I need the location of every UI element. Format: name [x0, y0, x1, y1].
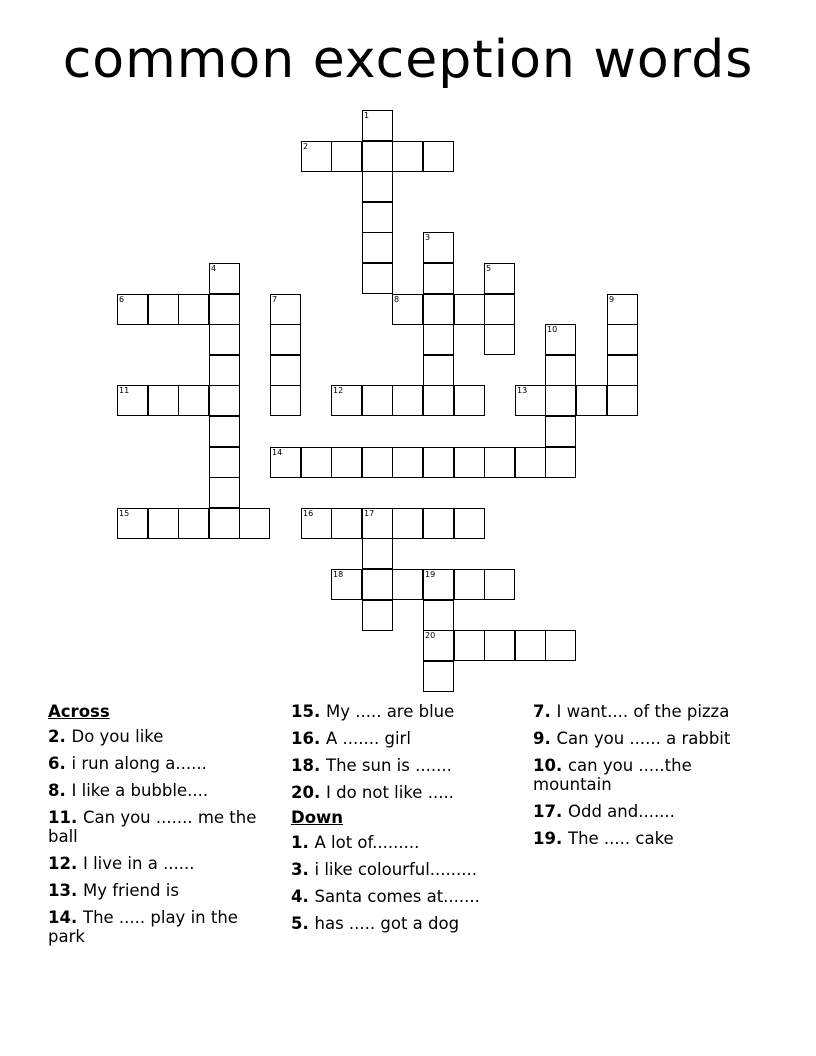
- crossword-cell[interactable]: [239, 508, 270, 539]
- crossword-cell[interactable]: [392, 141, 423, 172]
- cell-number: 10: [547, 325, 558, 334]
- crossword-cell[interactable]: [301, 447, 332, 478]
- crossword-cell[interactable]: [362, 538, 393, 569]
- crossword-cell[interactable]: [117, 508, 148, 539]
- clue-text: My ..... are blue: [325, 702, 455, 721]
- clue-text: I live in a ......: [82, 854, 195, 873]
- crossword-cell[interactable]: [607, 324, 638, 355]
- crossword-cell[interactable]: [515, 630, 546, 661]
- clues-column-3: [533, 702, 733, 856]
- clue-text: i like colourful.........: [314, 860, 478, 879]
- cell-number: 1: [364, 111, 370, 120]
- clue-number: 6.: [48, 754, 72, 773]
- cell-number: 12: [333, 386, 344, 395]
- cell-number: 9: [609, 295, 615, 304]
- crossword-cell[interactable]: [362, 600, 393, 631]
- crossword-cell[interactable]: [423, 141, 454, 172]
- crossword-cell[interactable]: [331, 141, 362, 172]
- crossword-cell[interactable]: [209, 447, 240, 478]
- crossword-cell[interactable]: [484, 263, 515, 294]
- crossword-cell[interactable]: [362, 569, 393, 600]
- crossword-cell[interactable]: [423, 661, 454, 692]
- clue-text: The ..... cake: [567, 829, 674, 848]
- crossword-cell[interactable]: [362, 141, 393, 172]
- cell-number: 4: [211, 264, 217, 273]
- clue-number: 1.: [291, 833, 315, 852]
- crossword-cell[interactable]: [454, 569, 485, 600]
- crossword-cell[interactable]: [148, 385, 179, 416]
- clue-text: has ..... got a dog: [314, 914, 460, 933]
- crossword-cell[interactable]: [392, 569, 423, 600]
- clue-item: [291, 887, 519, 906]
- crossword-cell[interactable]: [362, 263, 393, 294]
- clue-number: 19.: [533, 829, 568, 848]
- clue-text: A lot of.........: [314, 833, 420, 852]
- cell-number: 5: [486, 264, 492, 273]
- crossword-cell[interactable]: [423, 385, 454, 416]
- crossword-cell[interactable]: [607, 294, 638, 325]
- clue-number: 3.: [291, 860, 315, 879]
- crossword-cell[interactable]: [209, 263, 240, 294]
- clue-item: [533, 702, 733, 721]
- crossword-cell[interactable]: [545, 447, 576, 478]
- clues-column-1: [48, 702, 276, 954]
- clue-number: 17.: [533, 802, 568, 821]
- crossword-cell[interactable]: [270, 324, 301, 355]
- crossword-cell[interactable]: [331, 385, 362, 416]
- crossword-cell[interactable]: [209, 324, 240, 355]
- crossword-cell[interactable]: [362, 232, 393, 263]
- crossword-cell[interactable]: [454, 385, 485, 416]
- cell-number: 17: [364, 509, 375, 518]
- crossword-cell[interactable]: [392, 508, 423, 539]
- crossword-cell[interactable]: [423, 600, 454, 631]
- clue-number: 16.: [291, 729, 326, 748]
- clue-item: [48, 781, 276, 800]
- crossword-cell[interactable]: [423, 232, 454, 263]
- clue-item: [48, 754, 276, 773]
- crossword-cell[interactable]: [301, 141, 332, 172]
- clue-item: [48, 808, 276, 846]
- crossword-cell[interactable]: [515, 447, 546, 478]
- cell-number: 6: [119, 295, 125, 304]
- clue-item: [533, 802, 733, 821]
- crossword-cell[interactable]: [423, 324, 454, 355]
- crossword-cell[interactable]: [423, 355, 454, 386]
- crossword-cell[interactable]: [392, 447, 423, 478]
- crossword-cell[interactable]: [515, 385, 546, 416]
- clue-item: [291, 783, 519, 802]
- clue-number: 11.: [48, 808, 83, 827]
- crossword-cell[interactable]: [423, 263, 454, 294]
- clue-number: 8.: [48, 781, 72, 800]
- clue-list-across-2: [291, 702, 519, 802]
- clue-number: 9.: [533, 729, 557, 748]
- cell-number: 19: [425, 570, 436, 579]
- crossword-cell[interactable]: [484, 569, 515, 600]
- clue-text: Odd and.......: [567, 802, 675, 821]
- crossword-cell[interactable]: [423, 447, 454, 478]
- crossword-cell[interactable]: [178, 294, 209, 325]
- clue-text: can you .....the mountain: [533, 756, 692, 794]
- clue-number: 14.: [48, 908, 83, 927]
- crossword-cell[interactable]: [484, 447, 515, 478]
- crossword-cell[interactable]: [148, 508, 179, 539]
- clue-text: i run along a......: [71, 754, 207, 773]
- clue-text: Can you ...... a rabbit: [556, 729, 731, 748]
- crossword-cell[interactable]: [117, 385, 148, 416]
- clue-item: [48, 727, 276, 746]
- clue-list-down-1: [291, 833, 519, 933]
- clue-item: [291, 729, 519, 748]
- cell-number: 11: [119, 386, 130, 395]
- crossword-cell[interactable]: [209, 385, 240, 416]
- clue-item: [291, 756, 519, 775]
- crossword-cell[interactable]: [209, 508, 240, 539]
- clue-number: 12.: [48, 854, 83, 873]
- crossword-cell[interactable]: [423, 508, 454, 539]
- crossword-cell[interactable]: [209, 477, 240, 508]
- cell-number: 14: [272, 448, 283, 457]
- crossword-cell[interactable]: [545, 324, 576, 355]
- crossword-cell[interactable]: [545, 416, 576, 447]
- clue-number: 4.: [291, 887, 315, 906]
- crossword-cell[interactable]: [423, 569, 454, 600]
- across-heading: Across: [48, 702, 110, 721]
- crossword-cell[interactable]: [576, 385, 607, 416]
- crossword-cell[interactable]: [209, 416, 240, 447]
- crossword-cell[interactable]: [392, 385, 423, 416]
- clue-list-down-2: [533, 702, 733, 848]
- clue-number: 5.: [291, 914, 315, 933]
- cell-number: 15: [119, 509, 130, 518]
- crossword-cell[interactable]: [423, 630, 454, 661]
- clue-item: [533, 729, 733, 748]
- clue-text: Can you ....... me the ball: [48, 808, 257, 846]
- crossword-cell[interactable]: [117, 294, 148, 325]
- crossword-cell[interactable]: [148, 294, 179, 325]
- clue-item: [291, 702, 519, 721]
- cell-number: 2: [303, 142, 309, 151]
- crossword-cell[interactable]: [423, 294, 454, 325]
- crossword-cell[interactable]: [209, 355, 240, 386]
- clue-item: [533, 829, 733, 848]
- clue-text: The sun is .......: [325, 756, 452, 775]
- crossword-cell[interactable]: [362, 171, 393, 202]
- clue-item: [291, 914, 519, 933]
- clue-item: [48, 881, 276, 900]
- clue-number: 15.: [291, 702, 326, 721]
- crossword-cell[interactable]: [484, 324, 515, 355]
- crossword-cell[interactable]: [270, 385, 301, 416]
- crossword-cell[interactable]: [545, 355, 576, 386]
- clue-item: [291, 833, 519, 852]
- crossword-cell[interactable]: [454, 447, 485, 478]
- clue-number: 2.: [48, 727, 72, 746]
- cell-number: 13: [517, 386, 528, 395]
- crossword-cell[interactable]: [209, 294, 240, 325]
- crossword-cell[interactable]: [331, 508, 362, 539]
- clue-number: 20.: [291, 783, 326, 802]
- crossword-cell[interactable]: [545, 385, 576, 416]
- cell-number: 18: [333, 570, 344, 579]
- crossword-cell[interactable]: [454, 294, 485, 325]
- crossword-cell[interactable]: [454, 630, 485, 661]
- crossword-cell[interactable]: [331, 569, 362, 600]
- cell-number: 3: [425, 233, 431, 242]
- clue-text: I like a bubble....: [71, 781, 209, 800]
- clue-item: [48, 908, 276, 946]
- clue-text: The ..... play in the park: [48, 908, 238, 946]
- clue-item: [48, 854, 276, 873]
- clues-column-2: [291, 702, 519, 941]
- crossword-cell[interactable]: [270, 355, 301, 386]
- crossword-cell[interactable]: [454, 508, 485, 539]
- crossword-cell[interactable]: [362, 202, 393, 233]
- crossword-cell[interactable]: [607, 385, 638, 416]
- crossword-cell[interactable]: [331, 447, 362, 478]
- clue-number: 18.: [291, 756, 326, 775]
- cell-number: 16: [303, 509, 314, 518]
- down-heading: Down: [291, 808, 344, 827]
- crossword-cell[interactable]: [301, 508, 332, 539]
- page-title: common exception words: [62, 30, 754, 90]
- crossword-cell[interactable]: [178, 508, 209, 539]
- clue-number: 13.: [48, 881, 83, 900]
- clue-item: [533, 756, 733, 794]
- clue-text: Do you like: [71, 727, 164, 746]
- cell-number: 7: [272, 295, 278, 304]
- clue-number: 10.: [533, 756, 568, 775]
- crossword-cell[interactable]: [362, 508, 393, 539]
- crossword-cell[interactable]: [178, 385, 209, 416]
- crossword-cell[interactable]: [270, 447, 301, 478]
- cell-number: 20: [425, 631, 436, 640]
- crossword-cell[interactable]: [607, 355, 638, 386]
- clue-item: [291, 860, 519, 879]
- clue-text: Santa comes at.......: [314, 887, 480, 906]
- crossword-cell[interactable]: [484, 630, 515, 661]
- crossword-cell[interactable]: [362, 385, 393, 416]
- clue-text: I do not like .....: [325, 783, 454, 802]
- crossword-cell[interactable]: [362, 447, 393, 478]
- cell-number: 8: [394, 295, 400, 304]
- crossword-cell[interactable]: [392, 294, 423, 325]
- clue-list-across-1: [48, 727, 276, 946]
- crossword-cell[interactable]: [545, 630, 576, 661]
- clue-number: 7.: [533, 702, 557, 721]
- clue-text: I want.... of the pizza: [556, 702, 730, 721]
- crossword-cell[interactable]: [270, 294, 301, 325]
- clue-text: A ....... girl: [325, 729, 411, 748]
- clue-text: My friend is: [82, 881, 179, 900]
- crossword-cell[interactable]: [362, 110, 393, 141]
- crossword-cell[interactable]: [484, 294, 515, 325]
